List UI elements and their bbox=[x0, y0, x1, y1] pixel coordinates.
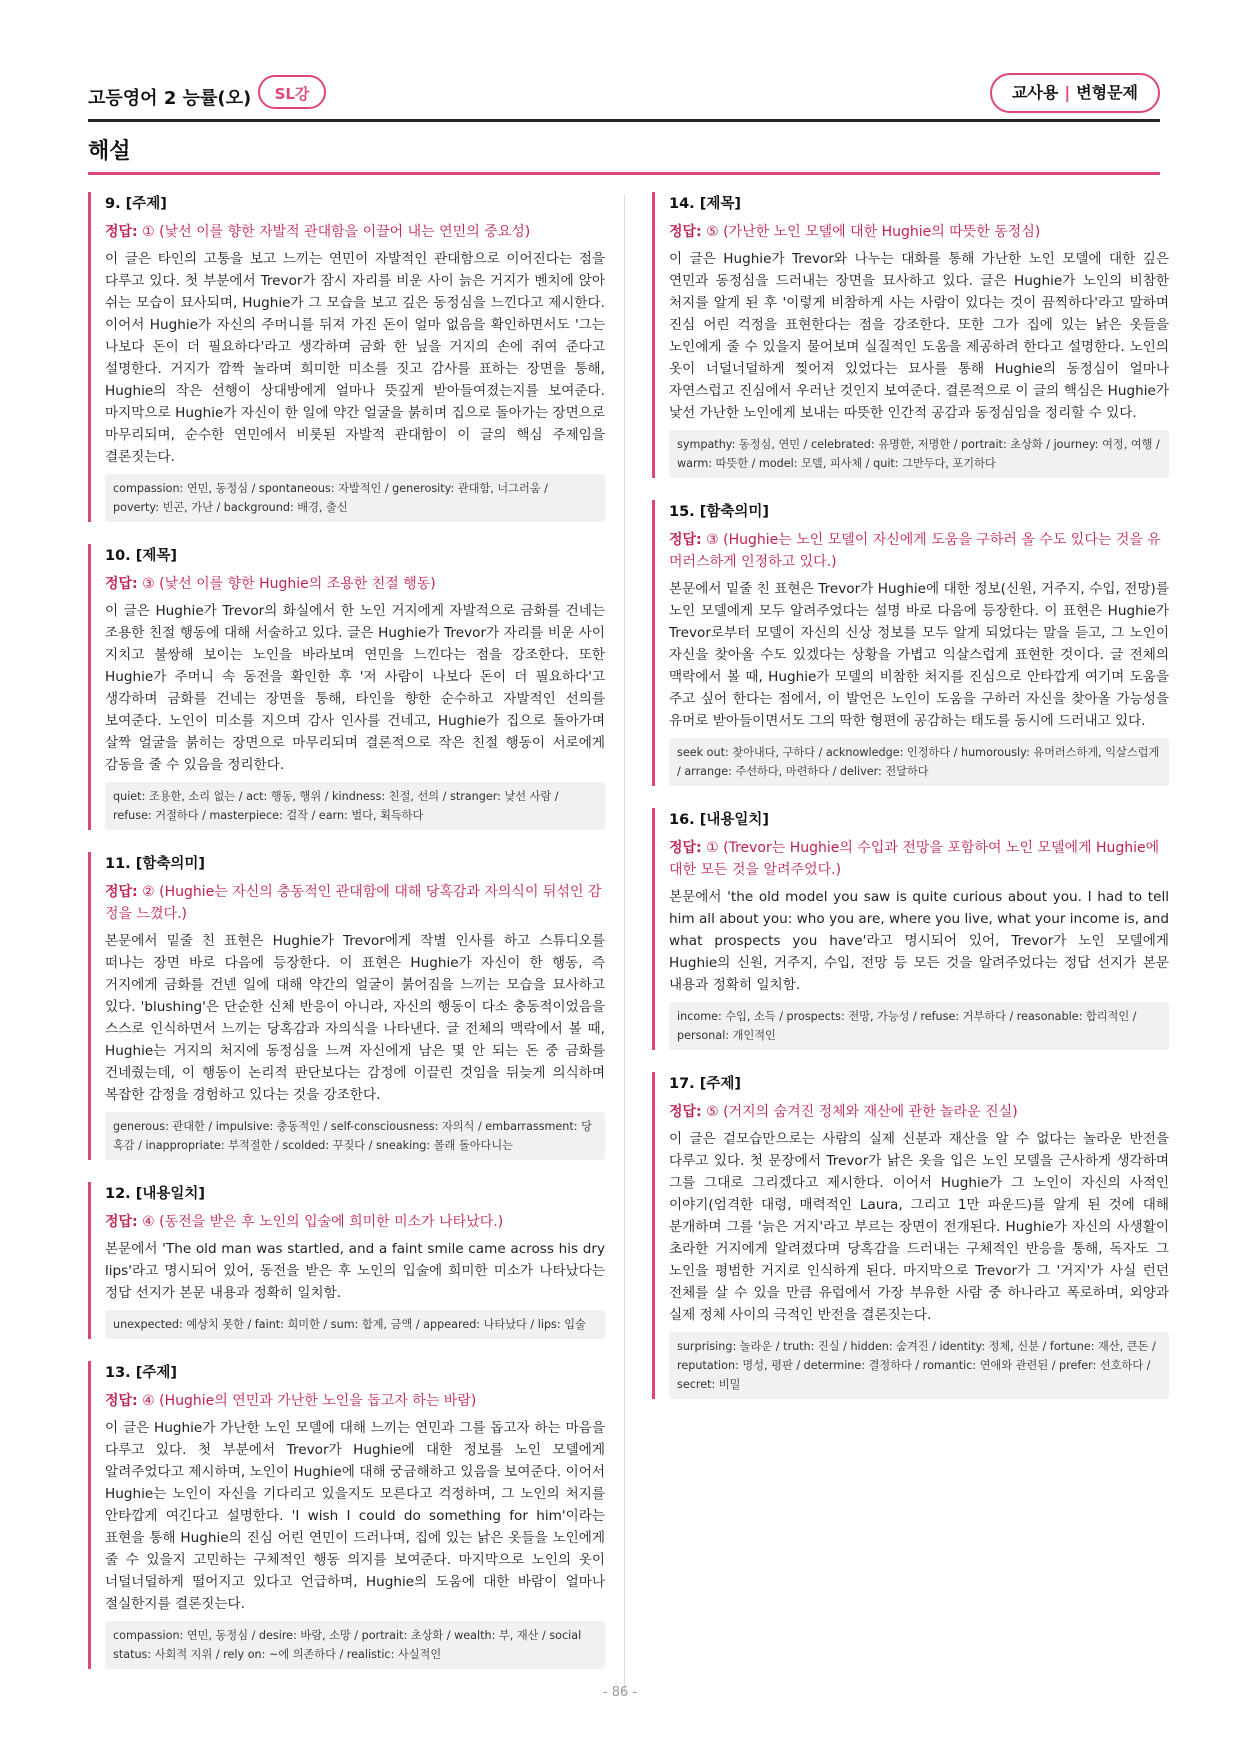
question-13 bbox=[88, 1361, 605, 1669]
explanation: 이 글은 타인의 고통을 보고 느끼는 연민이 자발적인 관대함으로 이어진다는 점을 다루고 있다. 첫 부분에서 Trevor가 잠시 자리를 비운 사이 늙은 거지가 벤치에 앉아 쉬는 모습이 묘사되며, Hughie가 그 모습을 보고 깊은 동정심을 느낀다고 제시한다. 이어서 Hughie가 자신의 주머니를 뒤져 가진 돈이 얼마 없음을 확인하면서도 '그는 나보다 돈이 더 필요하다'라고 생각하며 금화 한 닢을 거지의 손에 쥐여 준다고 설명한다. 거지가 깜짝 놀라며 희미한 미소를 짓고 감사를 표하는 장면을 통해, Hughie의 작은 선행이 상대방에게 얼마나 뜻깊게 받아들여졌는지를 보여준다. 마지막으로 Hughie가 자신이 한 일에 약간 얼굴을 붉히며 집으로 돌아가는 장면으로 마무리되며, 순수한 연민에서 비롯된 자발적 관대함이 이 글의 핵심 주제임을 결론짓는다. bbox=[105, 251, 605, 465]
answer-line bbox=[669, 529, 1169, 573]
answer-line bbox=[669, 221, 1169, 243]
page-number: - 86 - bbox=[602, 1685, 638, 1700]
answer-text: ④ (동전을 받은 후 노인의 입술에 희미한 미소가 나타났다.) bbox=[142, 1214, 504, 1230]
answer-text: ④ (Hughie의 연민과 가난한 노인을 돕고자 하는 바람) bbox=[142, 1393, 477, 1409]
answer-line bbox=[105, 573, 605, 595]
question-title: 9. [주제] bbox=[105, 196, 167, 212]
question-title: 12. [내용일치] bbox=[105, 1186, 206, 1202]
question-title: 15. [함축의미] bbox=[669, 504, 770, 520]
header-divider bbox=[88, 119, 1160, 122]
explanation: 이 글은 Hughie가 가난한 노인 모델에 대해 느끼는 연민과 그를 돕고자 하는 마음을 다루고 있다. 첫 부분에서 Trevor가 Hughie에 대한 정보를 노인 모델에게 알려주었다고 제시하며, 노인이 Hughie에 대해 궁금해하고 있음을 보여준다. 이어서 Hughie는 노인이 자신을 기다리고 있을지도 모른다고 걱정하며, 그 노인의 처지를 안타깝게 여긴다고 설명한다. 'I wish I could do something for him'이라는 표현을 통해 Hughie의 진심 어린 연민이 드러나며, 집에 있는 낡은 옷들을 노인에게 줄 수 있을지 고민하는 구체적인 행동 의지를 보여준다. 마지막으로 노인의 옷이 너덜너덜하게 떨어지고 있다고 언급하며, Hughie의 도움에 대한 바람이 얼마나 절실한지를 결론짓는다. bbox=[105, 1420, 605, 1612]
answer-label: 정답: bbox=[105, 1393, 138, 1409]
answer-line bbox=[105, 1211, 605, 1233]
explanation: 본문에서 'The old man was startled, and a faint smile came across his dry lips'라고 명시되어 있어, 동전을 받은 후 노인의 입술에 희미한 미소가 나타났다는 정답 선지가 본문 내용과 정확히 일치함. bbox=[105, 1241, 605, 1301]
edition-role: 교사용 bbox=[1011, 83, 1059, 102]
answer-label: 정답: bbox=[105, 224, 138, 240]
question-9 bbox=[88, 192, 605, 522]
question-title: 16. [내용일치] bbox=[669, 812, 770, 828]
answer-text: ① (Trevor는 Hughie의 수입과 전망을 포함하여 노인 모델에게 Hughie에 대한 모든 것을 알려주었다.) bbox=[669, 840, 1160, 878]
explanation: 이 글은 겉모습만으로는 사람의 실제 신분과 재산을 알 수 없다는 놀라운 반전을 다루고 있다. 첫 문장에서 Trevor가 낡은 옷을 입은 노인 모델을 근사하게 생각하며 그를 그대로 그리겠다고 제시한다. 이어서 Hughie가 그 노인이 자신의 사적인 이야기(엄격한 대령, 매력적인 Laura, 그리고 1만 파운드)를 알게 된 것에 대해 분개하며 그를 '늙은 거지'라고 부르는 장면이 전개된다. Hughie가 자신의 사생활이 초라한 거지에게 알려졌다며 당혹감을 드러내는 구체적인 반응을 통해, 독자도 그 노인을 평범한 거지로 인식하게 된다. 마지막으로 Trevor가 그 '거지'가 사실 런던 전체를 살 수 있을 만큼 유럽에서 가장 부유한 사람 중 하나라고 폭로하며, 외양과 실제 정체 사이의 극적인 반전을 결론짓는다. bbox=[669, 1131, 1169, 1323]
question-16 bbox=[652, 808, 1169, 1050]
vocab-box: compassion: 연민, 동정심 / desire: 바람, 소망 / portrait: 초상화 / wealth: 부, 재산 / social status: 사회적 지위 / rely on: ~에 의존하다 / realistic: 사실적인 bbox=[105, 1621, 605, 1669]
edition-separator: | bbox=[1064, 83, 1071, 102]
question-title: 13. [주제] bbox=[105, 1365, 178, 1381]
edition-type: 변형문제 bbox=[1076, 83, 1139, 102]
section-divider bbox=[88, 172, 1160, 175]
question-14 bbox=[652, 192, 1169, 478]
question-title: 14. [제목] bbox=[669, 196, 742, 212]
vocab-box: generous: 관대한 / impulsive: 충동적인 / self-consciousness: 자의식 / embarrassment: 당혹감 / inappropriate: 부적절한 / scolded: 꾸짖다 / sneaking: 몰래 돌아다니는 bbox=[105, 1112, 605, 1160]
answer-text: ⑤ (거지의 숨겨진 정체와 재산에 관한 놀라운 진실) bbox=[706, 1104, 1018, 1120]
explanation: 본문에서 밑줄 친 표현은 Hughie가 Trevor에게 작별 인사를 하고 스튜디오를 떠나는 장면 바로 다음에 등장한다. 이 표현은 Hughie가 자신이 한 행동, 즉 거지에게 금화를 건넨 일에 대해 약간의 얼굴이 붉어짐을 느끼는 모습을 묘사하고 있다. 'blushing'은 단순한 신체 반응이 아니라, 자신의 행동이 다소 충동적이었음을 스스로 인식하면서 느끼는 당혹감과 자의식을 나타낸다. 글 전체의 맥락에서 볼 때, Hughie는 거지의 처지에 동정심을 느껴 자신에게 남은 몇 안 되는 돈 중 금화를 건네줬는데, 이 행동이 논리적 판단보다는 감정에 이끌린 것임을 뒤늦게 의식하며 복잡한 감정을 경험하고 있다는 것을 강조한다. bbox=[105, 933, 605, 1103]
answer-line bbox=[105, 881, 605, 925]
answer-label: 정답: bbox=[669, 1104, 702, 1120]
answer-text: ③ (낯선 이를 향한 Hughie의 조용한 친절 행동) bbox=[142, 576, 436, 592]
section-title: 해설 bbox=[88, 139, 131, 164]
answer-text: ③ (Hughie는 노인 모델이 자신에게 도움을 구하러 올 수도 있다는 것을 유머러스하게 인정하고 있다.) bbox=[669, 532, 1161, 570]
vocab-box: seek out: 찾아내다, 구하다 / acknowledge: 인정하다 / humorously: 유머러스하게, 익살스럽게 / arrange: 주선하다, 마련하다 / deliver: 전달하다 bbox=[669, 738, 1169, 786]
answer-line bbox=[105, 221, 605, 243]
answer-line bbox=[669, 1101, 1169, 1123]
answer-text: ① (낯선 이를 향한 자발적 관대함을 이끌어 내는 연민의 중요성) bbox=[142, 224, 531, 240]
vocab-box: income: 수입, 소득 / prospects: 전망, 가능성 / refuse: 거부하다 / reasonable: 합리적인 / personal: 개인적인 bbox=[669, 1002, 1169, 1050]
explanation: 이 글은 Hughie가 Trevor와 나누는 대화를 통해 가난한 노인 모델에 대한 깊은 연민과 동정심을 드러내는 장면을 묘사하고 있다. 글은 Hughie가 노인의 비참한 처지를 알게 된 후 '이렇게 비참하게 사는 사람이 있다는 것이 끔찍하다'라고 말하며 진심 어린 걱정을 표현한다는 점을 강조한다. 또한 그가 집에 있는 낡은 옷들을 노인에게 줄 수 있을지 물어보며 실질적인 도움을 제공하려 한다고 설명한다. 노인의 옷이 너덜너덜하게 찢어져 있었다는 묘사를 통해 Hughie의 동정심이 얼마나 자연스럽고 진심에서 우러난 것인지 보여준다. 결론적으로 이 글의 핵심은 Hughie가 낯선 가난한 노인에게 보내는 따뜻한 인간적 공감과 동정심임을 정리할 수 있다. bbox=[669, 251, 1169, 421]
explanation: 본문에서 밑줄 친 표현은 Trevor가 Hughie에 대한 정보(신원, 거주지, 수입, 전망)를 노인 모델에게 모두 알려주었다는 설명 바로 다음에 등장한다. 이 표현은 Hughie가 Trevor로부터 모델이 자신의 신상 정보를 모두 알게 되었다는 말을 듣고, 그 노인이 자신을 찾아올 수도 있겠다는 상황을 가볍고 익살스럽게 표현한 것이다. 글 전체의 맥락에서 볼 때, Hughie가 모델의 비참한 처지를 진심으로 안타깝게 여기며 도움을 주고 싶어 한다는 점에서, 이 발언은 노인이 도움을 구하러 자신을 찾아올 가능성을 유머로 받아들이면서도 그의 딱한 형편에 공감하는 태도를 동시에 드러내고 있다. bbox=[669, 581, 1169, 729]
question-title: 11. [함축의미] bbox=[105, 856, 206, 872]
answer-label: 정답: bbox=[105, 884, 138, 900]
answer-text: ⑤ (가난한 노인 모델에 대한 Hughie의 따뜻한 동정심) bbox=[706, 224, 1041, 240]
question-11 bbox=[88, 852, 605, 1160]
vocab-box: surprising: 놀라운 / truth: 진실 / hidden: 숨겨진 / identity: 정체, 신분 / fortune: 재산, 큰돈 / reputation: 명성, 평판 / determine: 결정하다 / romantic: 연애와 관련된 / prefer: 선호하다 / secret: 비밀 bbox=[669, 1332, 1169, 1399]
answer-line bbox=[105, 1390, 605, 1412]
course-title: 고등영어 2 능률(오) bbox=[88, 88, 252, 109]
question-title: 10. [제목] bbox=[105, 548, 178, 564]
answer-label: 정답: bbox=[669, 224, 702, 240]
edition-badge bbox=[990, 73, 1160, 113]
page-header bbox=[88, 70, 1160, 120]
left-column bbox=[88, 192, 605, 1691]
vocab-box: sympathy: 동정심, 연민 / celebrated: 유명한, 저명한 / portrait: 초상화 / journey: 여정, 여행 / warm: 따뜻한 / model: 모델, 피사체 / quit: 그만두다, 포기하다 bbox=[669, 430, 1169, 478]
answer-label: 정답: bbox=[669, 532, 702, 548]
answer-label: 정답: bbox=[669, 840, 702, 856]
answer-line bbox=[669, 837, 1169, 881]
question-15 bbox=[652, 500, 1169, 786]
lesson-badge: SL강 bbox=[258, 75, 326, 109]
question-title: 17. [주제] bbox=[669, 1076, 742, 1092]
vocab-box: quiet: 조용한, 소리 없는 / act: 행동, 행위 / kindness: 친절, 선의 / stranger: 낯선 사람 / refuse: 거절하다 / masterpiece: 걸작 / earn: 벌다, 획득하다 bbox=[105, 782, 605, 830]
answer-text: ② (Hughie는 자신의 충동적인 관대함에 대해 당혹감과 자의식이 뒤섞인 감정을 느꼈다.) bbox=[105, 884, 602, 922]
column-divider bbox=[624, 195, 625, 1695]
explanation: 이 글은 Hughie가 Trevor의 화실에서 한 노인 거지에게 자발적으로 금화를 건네는 조용한 친절 행동에 대해 서술하고 있다. 글은 Hughie가 Trevor가 자리를 비운 사이 지치고 불쌍해 보이는 노인을 바라보며 연민을 느낀다는 점을 강조한다. 또한 Hughie가 주머니 속 동전을 확인한 후 '저 사람이 나보다 돈이 더 필요하다'고 생각하며 금화를 건네는 장면을 통해, 타인을 향한 순수하고 자발적인 선의를 보여준다. 노인이 미소를 지으며 감사 인사를 건네고, Hughie가 집으로 돌아가며 살짝 얼굴을 붉히는 장면으로 마무리되며 결론적으로 작은 친절 행동이 서로에게 감동을 줄 수 있음을 정리한다. bbox=[105, 603, 605, 773]
answer-label: 정답: bbox=[105, 576, 138, 592]
right-column bbox=[652, 192, 1169, 1421]
answer-label: 정답: bbox=[105, 1214, 138, 1230]
question-10 bbox=[88, 544, 605, 830]
explanation: 본문에서 'the old model you saw is quite curious about you. I had to tell him all about you: who you are, where you live, what your income is, and what prospects you have'라고 명시되어 있어, Trevor가 노인 모델에게 Hughie의 신원, 거주지, 수입, 전망 등 모든 것을 알려주었다는 정답 선지가 본문 내용과 정확히 일치함. bbox=[669, 889, 1169, 993]
vocab-box: unexpected: 예상치 못한 / faint: 희미한 / sum: 합계, 금액 / appeared: 나타났다 / lips: 입술 bbox=[105, 1310, 605, 1339]
question-12 bbox=[88, 1182, 605, 1339]
vocab-box: compassion: 연민, 동정심 / spontaneous: 자발적인 / generosity: 관대함, 너그러움 / poverty: 빈곤, 가난 / background: 배경, 출신 bbox=[105, 474, 605, 522]
question-17 bbox=[652, 1072, 1169, 1399]
